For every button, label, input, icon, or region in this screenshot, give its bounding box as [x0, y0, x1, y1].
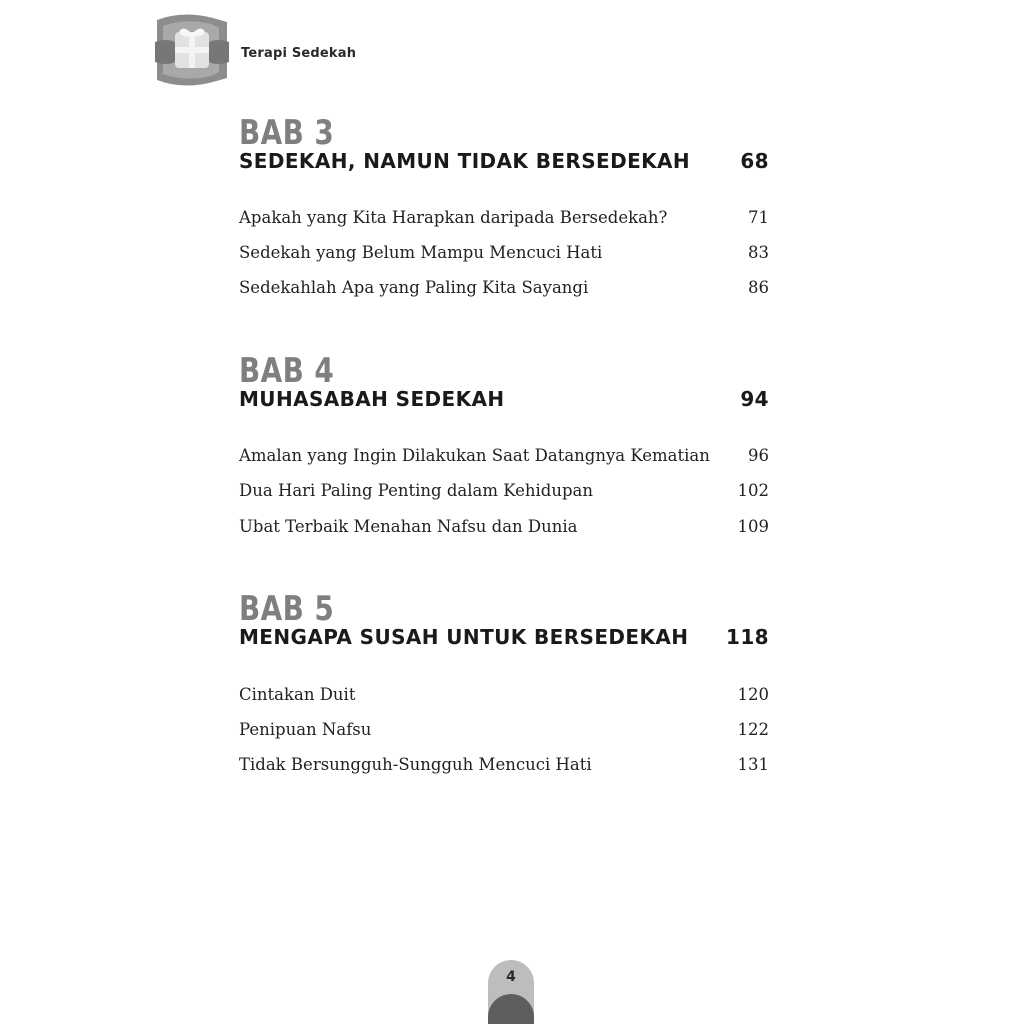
chapter-title: MENGAPA SUSAH UNTUK BERSEDEKAH: [239, 625, 689, 649]
entry-title: Amalan yang Ingin Dilakukan Saat Datangnya Kematian: [239, 446, 710, 465]
entry-page-number: 96: [748, 446, 769, 465]
toc-entry[interactable]: [239, 278, 769, 304]
chapter-label: BAB 3: [239, 113, 335, 153]
chapter-page-number: 68: [740, 149, 769, 173]
page-number-tab: [488, 960, 534, 1024]
entry-title: Ubat Terbaik Menahan Nafsu dan Dunia: [239, 517, 578, 536]
chapter-page-number: 118: [726, 625, 769, 649]
toc-entry[interactable]: [239, 720, 769, 746]
chapter-page-number: 94: [740, 387, 769, 411]
entry-title: Tidak Bersungguh-Sungguh Mencuci Hati: [239, 755, 592, 774]
toc-entry[interactable]: [239, 208, 769, 234]
toc-entry[interactable]: [239, 755, 769, 781]
chapter-heading[interactable]: [239, 387, 769, 417]
chapter-title: MUHASABAH SEDEKAH: [239, 387, 505, 411]
entry-page-number: 71: [748, 208, 769, 227]
entry-page-number: 131: [737, 755, 769, 774]
entry-page-number: 83: [748, 243, 769, 262]
chapter-heading[interactable]: [239, 149, 769, 179]
entry-page-number: 122: [737, 720, 769, 739]
book-title: Terapi Sedekah: [241, 46, 357, 61]
page-tab-shape: [488, 994, 534, 1024]
toc-entry[interactable]: [239, 685, 769, 711]
chapter-label: BAB 4: [239, 351, 335, 391]
entry-title: Sedekah yang Belum Mampu Mencuci Hati: [239, 243, 603, 262]
hands-gift-icon: [153, 12, 231, 88]
entry-page-number: 86: [748, 278, 769, 297]
entry-title: Apakah yang Kita Harapkan daripada Bersedekah?: [239, 208, 668, 227]
toc-entry[interactable]: [239, 243, 769, 269]
toc-entry[interactable]: [239, 517, 769, 543]
entry-title: Dua Hari Paling Penting dalam Kehidupan: [239, 481, 594, 500]
page-number: 4: [506, 969, 516, 985]
chapter-label: BAB 5: [239, 589, 335, 629]
entry-page-number: 120: [737, 685, 769, 704]
entry-title: Cintakan Duit: [239, 685, 356, 704]
toc-entry[interactable]: [239, 446, 769, 472]
entry-title: Sedekahlah Apa yang Paling Kita Sayangi: [239, 278, 589, 297]
entry-title: Penipuan Nafsu: [239, 720, 372, 739]
entry-page-number: 109: [737, 517, 769, 536]
chapter-heading[interactable]: [239, 625, 769, 655]
toc-entry[interactable]: [239, 481, 769, 507]
entry-page-number: 102: [737, 481, 769, 500]
chapter-title: SEDEKAH, NAMUN TIDAK BERSEDEKAH: [239, 149, 691, 173]
